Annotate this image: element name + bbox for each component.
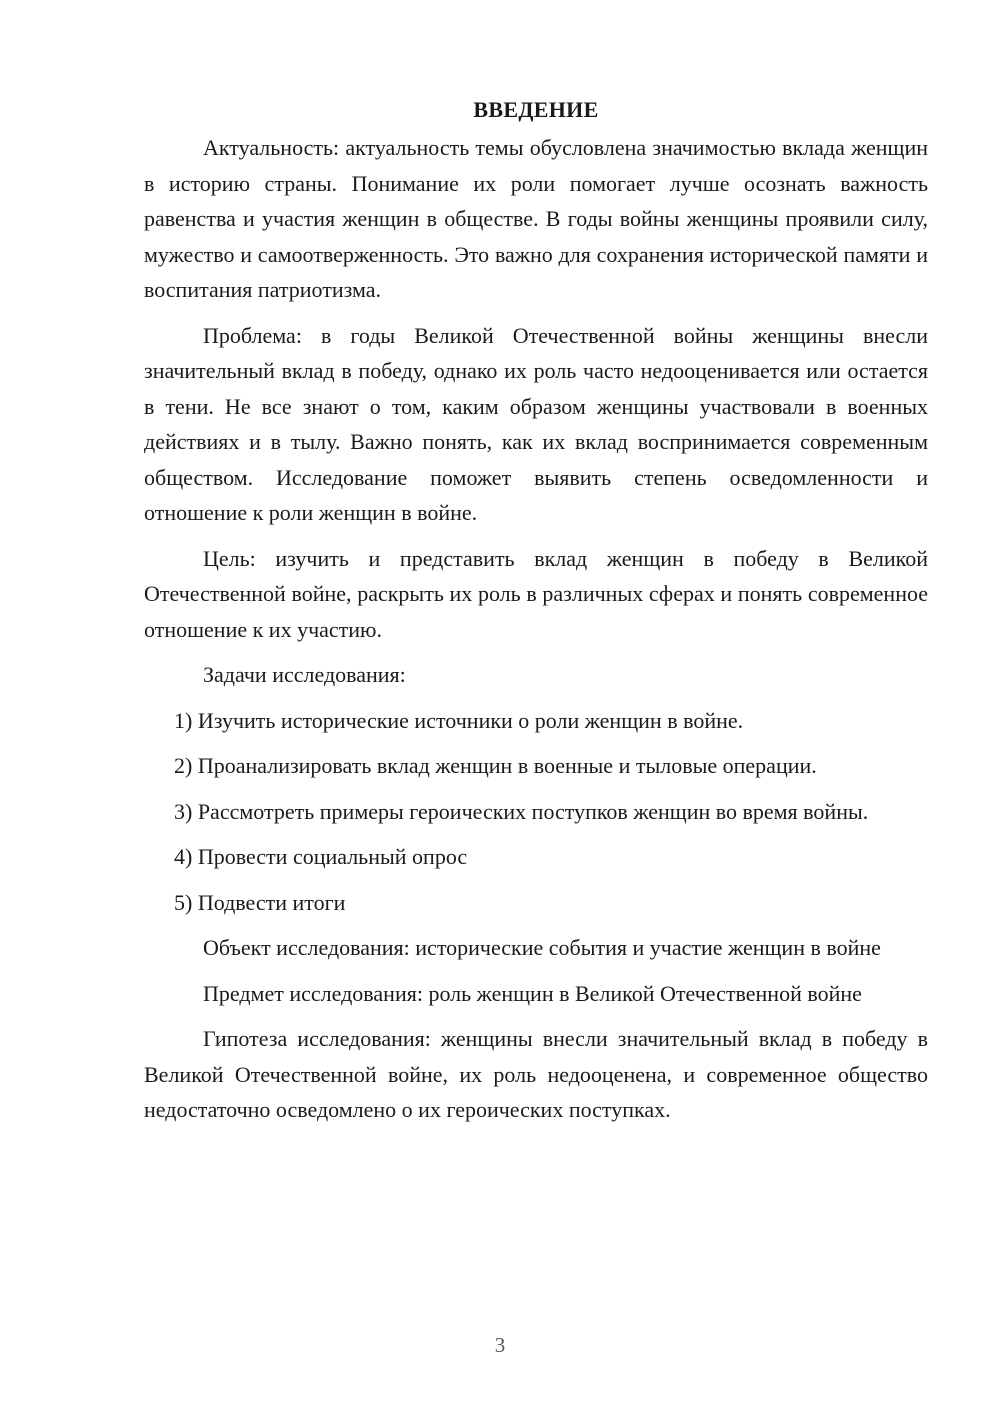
task-item: 4) Провести социальный опрос xyxy=(174,844,468,869)
paragraph-problem: Проблема: в годы Великой Отечественной войны женщины внесли значительный вклад в победу, однако их роль часто недооценивается или остается в тени. Не все знают о том, каким образом женщины участвовали в военных действиях и в тылу. Важно понять, как их вклад воспринимается современным обществом. Исследование поможет выявить степень осведомленности и отношение к роли женщин в войне. xyxy=(144,322,928,525)
paragraph-object: Объект исследования: исторические события и участие женщин в войне xyxy=(203,935,881,960)
task-item: 5) Подвести итоги xyxy=(174,889,346,915)
document-page xyxy=(144,92,928,1138)
page-number: 3 xyxy=(494,1333,506,1357)
task-item: 1) Изучить исторические источники о роли женщин в войне. xyxy=(174,707,744,733)
paragraph-relevance: Актуальность: актуальность темы обусловлена значимостью вклада женщин в историю страны. Понимание их роли помогает лучше осознать важность равенства и участия женщин в обществе. В годы войны женщины проявили силу, мужество и самоотверженность. Это важно для сохранения исторической памяти и воспитания патриотизма. xyxy=(144,135,928,302)
paragraph-subject: Предмет исследования: роль женщин в Великой Отечественной войне xyxy=(203,980,862,1006)
task-item: 3) Рассмотреть примеры героических поступков женщин во время войны. xyxy=(174,798,869,824)
section-title: ВВЕДЕНИЕ xyxy=(473,97,599,122)
paragraph-goal: Цель: изучить и представить вклад женщин в победу в Великой Отечественной войне, раскрыть их роль в различных сферах и понять современное отношение к их участию. xyxy=(144,545,928,642)
paragraph-tasks-heading: Задачи исследования: xyxy=(203,662,406,687)
paragraph-hypothesis: Гипотеза исследования: женщины внесли значительный вклад в победу в Великой Отечественной войне, их роль недооценена, и современное общество недостаточно осведомлено о их героических поступках. xyxy=(144,1026,928,1122)
task-item: 2) Проанализировать вклад женщин в военные и тыловые операции. xyxy=(174,753,817,778)
